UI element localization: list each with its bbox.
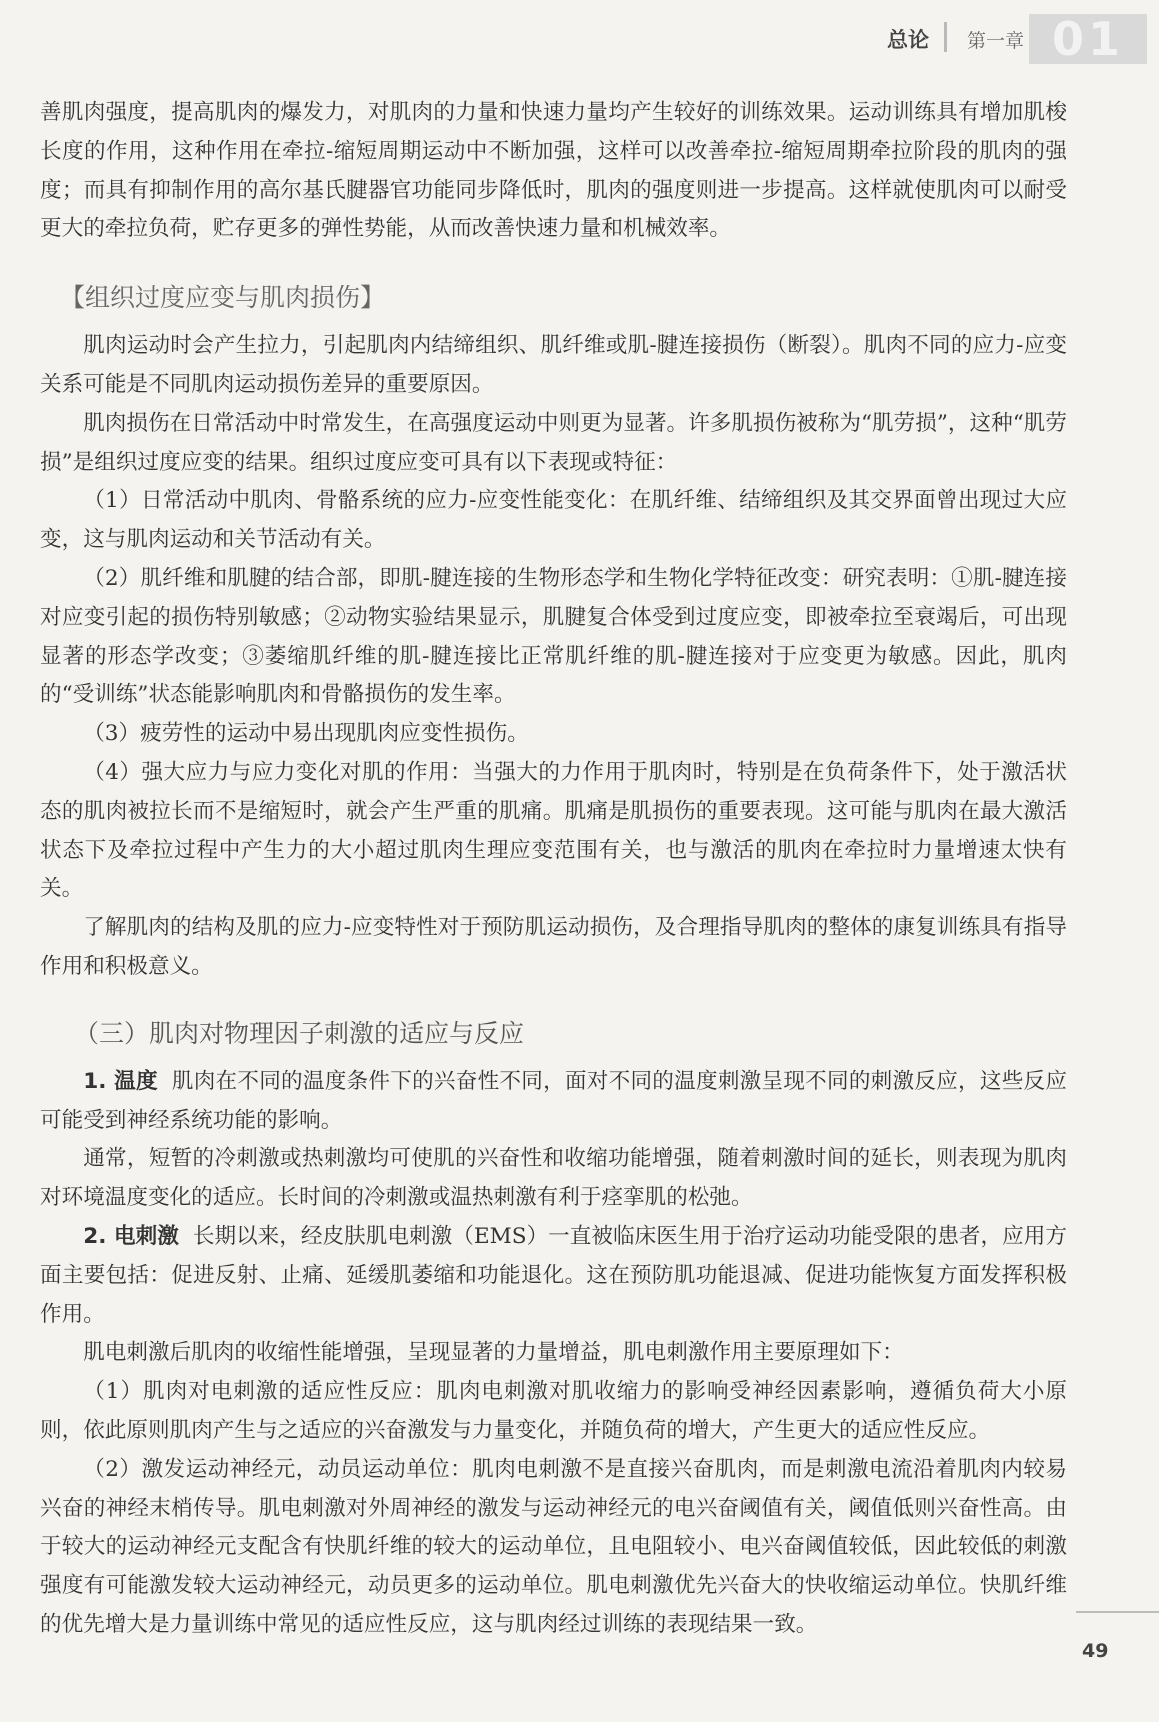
keyword-electric: 2. 电刺激 — [83, 1223, 179, 1249]
paragraph: 肌肉运动时会产生拉力，引起肌肉内结缔组织、肌纤维或肌-腱连接损伤（断裂）。肌肉不同的应力-应变关系可能是不同肌肉运动损伤差异的重要原因。 — [40, 333, 1067, 397]
paragraph: （2）肌纤维和肌腱的结合部，即肌-腱连接的生物形态学和生物化学特征改变：研究表明：①肌-腱连接对应变引起的损伤特别敏感；②动物实验结果显示，肌腱复合体受到过度应变，即被牵拉至衰竭后，可出现显著的形态学改变；③萎缩肌纤维的肌-腱连接比正常肌纤维的肌-腱连接对于应变更为敏感。因此，肌肉的“受训练”状态能影响肌肉和骨骼损伤的发生率。 — [40, 565, 1067, 708]
paragraph: 肌电刺激后肌肉的收缩性能增强，呈现显著的力量增益，肌电刺激作用主要原理如下： — [83, 1340, 904, 1366]
paragraph: （1）肌肉对电刺激的适应性反应：肌肉电刺激对肌收缩力的影响受神经因素影响，遵循负荷大小原则，依此原则肌肉产生与之适应的兴奋激发与力量变化，并随负荷的增大，产生更大的适应性反应。 — [40, 1379, 1067, 1443]
paragraph: （1）日常活动中肌肉、骨骼系统的应力-应变性能变化：在肌纤维、结缔组织及其交界面曾出现过大应变，这与肌肉运动和关节活动有关。 — [40, 488, 1067, 553]
running-header — [739, 12, 1159, 66]
paragraph-text: 肌肉在不同的温度条件下的兴奋性不同，面对不同的温度刺激呈现不同的刺激反应，这些反应可能受到神经系统功能的影响。 — [40, 1068, 1067, 1133]
header-section-title: 总论 — [887, 28, 929, 52]
keyword-temperature: 1. 温度 — [83, 1068, 158, 1094]
header-chapter-number: 01 — [1029, 14, 1147, 64]
paragraph: 善肌肉强度，提高肌肉的爆发力，对肌肉的力量和快速力量均产生较好的训练效果。运动训练具有增加肌梭长度的作用，这种作用在牵拉-缩短周期运动中不断加强，这样可以改善牵拉-缩短周期牵拉阶段的肌肉的强度；而具有抑制作用的高尔基氏腱器官功能同步降低时，肌肉的强度则进一步提高。这样就使肌肉可以耐受更大的牵拉负荷，贮存更多的弹性势能，从而改善快速力量和机械效率。 — [40, 100, 1067, 242]
page-body — [40, 94, 1067, 1645]
paragraph-text: 长期以来，经皮肤肌电刺激（EMS）一直被临床医生用于治疗运动功能受限的患者，应用方面主要包括：促进反射、止痛、延缓肌萎缩和功能退化。这在预防肌功能退减、促进功能恢复方面发挥积极作用。 — [40, 1223, 1068, 1327]
paragraph: （2）激发运动神经元，动员运动单位：肌肉电刺激不是直接兴奋肌肉，而是刺激电流沿着肌肉内较易兴奋的神经末梢传导。肌电刺激对外周神经的激发与运动神经元的电兴奋阈值有关，阈值低则兴奋性高。由于较大的运动神经元支配含有快肌纤维的较大的运动单位，且电阻较小、电兴奋阈值较低，因此较低的刺激强度有可能激发较大运动神经元，动员更多的运动单位。肌电刺激优先兴奋大的快收缩运动单位。快肌纤维的优先增大是力量训练中常见的适应性反应，这与肌肉经过训练的表现结果一致。 — [40, 1456, 1067, 1637]
paragraph: （4）强大应力与应力变化对肌的作用：当强大的力作用于肌肉时，特别是在负荷条件下，处于激活状态的肌肉被拉长而不是缩短时，就会产生严重的肌痛。肌痛是肌损伤的重要表现。这可能与肌肉在最大激活状态下及牵拉过程中产生力的大小超过肌肉生理应变范围有关，也与激活的肌肉在牵拉时力量增速太快有关。 — [40, 759, 1067, 902]
paragraph: （3）疲劳性的运动中易出现肌肉应变性损伤。 — [83, 721, 529, 747]
page-number: 49 — [1082, 1640, 1109, 1662]
header-divider — [944, 22, 947, 52]
paragraph: 通常，短暂的冷刺激或热刺激均可使肌的兴奋性和收缩功能增强，随着刺激时间的延长，则表现为肌肉对环境温度变化的适应。长时间的冷刺激或温热刺激有利于痉挛肌的松弛。 — [40, 1146, 1067, 1211]
paragraph: 肌肉损伤在日常活动中时常发生，在高强度运动中则更为显著。许多肌损伤被称为“肌劳损”，这种“肌劳损”是组织过度应变的结果。组织过度应变可具有以下表现或特征： — [40, 410, 1067, 475]
subheading-injury: 【组织过度应变与肌肉损伤】 — [60, 283, 386, 313]
paragraph-electric — [40, 1218, 1067, 1334]
section-heading: （三）肌肉对物理因子刺激的适应与反应 — [74, 1018, 525, 1048]
paragraph: 了解肌肉的结构及肌的应力-应变特性对于预防肌运动损伤，及合理指导肌肉的整体的康复训练具有指导作用和积极意义。 — [40, 915, 1067, 979]
header-chapter-title: 第一章 — [966, 30, 1024, 52]
footer-rule — [1076, 1611, 1159, 1613]
paragraph-temperature — [40, 1063, 1067, 1141]
